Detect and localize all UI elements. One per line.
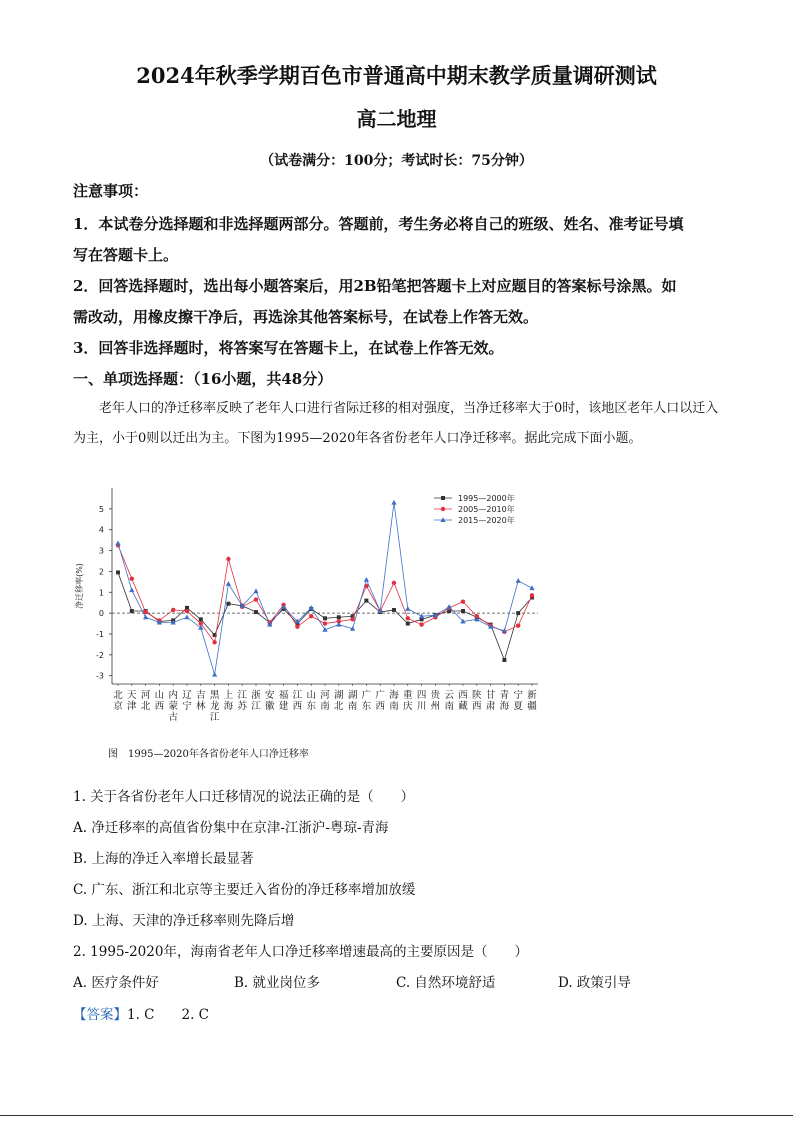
data-point [226,581,231,586]
x-tick-label: 宁夏 [513,690,523,712]
data-point [461,599,465,603]
data-point [130,577,134,581]
data-point [391,500,396,505]
notice-heading: 注意事项： [73,182,149,200]
data-point [253,588,258,593]
x-tick-label: 内蒙古 [168,690,178,723]
data-point [130,609,134,613]
data-point [406,616,410,620]
x-tick-label: 江苏 [237,690,247,712]
data-point [406,622,410,626]
data-point [502,658,506,662]
y-tick-label: 1 [98,588,104,598]
chart-caption: 图 1995—2020年各省份老年人口净迁移率 [108,749,309,760]
notice-item-1b: 写在答题卡上。 [73,246,179,264]
data-point [392,581,396,585]
data-point [212,672,217,677]
answer-line [73,1003,209,1023]
subject-title: 高二地理 [356,107,437,131]
x-tick-label: 河北 [140,690,151,712]
legend-label: 2015—2020年 [458,516,515,525]
x-tick-label: 贵州 [430,690,441,712]
x-tick-label: 云南 [444,690,454,712]
notice-item-2a: 2．回答选择题时，选出每小题答案后，用2B铅笔把答题卡上对应题目的答案标号涂黑。如 [73,277,677,295]
data-point [516,611,520,615]
x-tick-label: 陕西 [472,690,482,712]
data-point [419,622,423,626]
series-line-1 [118,572,532,660]
question-1-option-a[interactable]: A. 净迁移率的高值省份集中在京津-江浙沪-粤琼-青海 [73,820,389,836]
data-point [405,606,410,611]
legend-marker [440,517,445,522]
x-tick-label: 吉林 [196,690,206,712]
data-point [392,608,396,612]
x-tick-label: 河南 [320,690,330,712]
y-tick-label: 5 [98,504,104,514]
data-point [171,608,175,612]
x-tick-label: 黑龙江 [209,690,220,723]
data-point [309,614,313,618]
exam-info: （试卷满分：100分；考试时长：75分钟） [260,153,533,169]
page-bottom-rule [0,1115,793,1116]
x-tick-label: 海南 [389,690,399,712]
data-point [295,624,299,628]
x-tick-label: 重庆 [403,690,413,712]
x-tick-label: 甘肃 [485,690,496,712]
data-point [254,597,258,601]
x-tick-label: 湖北 [334,690,344,712]
question-1-option-c[interactable]: C. 广东、浙江和北京等主要迁入省份的净迁移率增加放缓 [73,882,416,898]
data-point [226,557,230,561]
x-tick-label: 天津 [127,690,137,712]
data-point [254,610,258,614]
data-point [364,599,368,603]
data-point [350,617,354,621]
x-tick-label: 四川 [416,690,427,712]
data-point [364,577,369,582]
question-2-option-a[interactable]: A. 医疗条件好 [73,975,159,991]
data-point [184,614,189,619]
legend-marker [441,496,445,500]
x-tick-label: 浙江 [251,690,261,712]
question-1-option-d[interactable]: D. 上海、天津的净迁移率则先降后增 [73,913,295,929]
data-point [323,616,327,620]
question-1-option-b[interactable]: B. 上海的净迁入率增长最显著 [73,851,254,867]
y-tick-label: -2 [96,650,104,660]
legend-label: 2005—2010年 [458,505,515,514]
question-1-stem: 1. 关于各省份老年人口迁移情况的说法正确的是（ ） [73,789,415,805]
net-migration-chart [70,480,550,740]
series-line-3 [118,503,532,675]
notice-item-3: 3．回答非选择题时，将答案写在答题卡上，在试卷上作答无效。 [73,339,504,357]
notice-item-2b: 需改动，用橡皮擦干净后，再选涂其他答案标号，在试卷上作答无效。 [73,308,539,326]
data-point [116,570,120,574]
y-tick-label: 4 [98,525,104,535]
legend-label: 1995—2000年 [458,494,515,503]
data-point [226,602,230,606]
x-tick-label: 西藏 [458,690,468,712]
y-tick-label: 3 [98,546,104,556]
x-tick-label: 江西 [292,690,303,712]
data-point [516,623,520,627]
x-tick-label: 山西 [154,690,165,712]
intro-paragraph: 老年人口的净迁移率反映了老年人口进行省际迁移的相对强度，当净迁移率大于0时，该地区老年人口以迁入为主，小于0则以迁出为主。下图为1995—2020年各省份老年人口净迁移率。据此完成下面小题。 [73,401,719,446]
data-point [143,614,148,619]
x-tick-label: 广东 [361,690,372,712]
x-tick-label: 安徽 [265,690,275,712]
notice-item-1a: 1．本试卷分选择题和非选择题两部分。答题前，考生务必将自己的班级、姓名、准考证号填 [73,215,684,233]
x-tick-label: 山东 [306,690,316,712]
y-axis-label: 净迁移率(%) [75,563,84,609]
x-tick-label: 湖南 [347,690,358,712]
question-2-option-d[interactable]: D. 政策引导 [558,975,631,991]
y-tick-label: 2 [98,567,104,577]
data-point [516,578,521,583]
question-2-stem: 2. 1995-2020年，海南省老年人口净迁移率增速最高的主要原因是（ ） [73,944,528,960]
exam-title: 2024年秋季学期百色市普通高中期末教学质量调研测试 [136,63,657,88]
legend-marker [441,507,445,511]
x-tick-label: 福建 [278,690,289,712]
data-point [447,604,452,609]
section-heading: 一、单项选择题：（16小题，共48分） [73,370,333,388]
data-point [199,617,203,621]
x-tick-label: 广西 [375,690,385,712]
y-tick-label: -1 [96,629,104,639]
x-tick-label: 新疆 [527,690,537,712]
data-point [337,615,341,619]
data-point [529,585,534,590]
x-tick-label: 北京 [113,690,123,712]
x-tick-label: 青海 [499,690,510,712]
y-tick-label: 0 [98,609,104,619]
data-point [461,609,465,613]
y-tick-label: -3 [96,671,104,681]
question-2-option-b[interactable]: B. 就业岗位多 [234,975,321,991]
data-point [212,640,216,644]
question-2-option-c[interactable]: C. 自然环境舒适 [396,975,496,991]
data-point [115,540,120,545]
data-point [129,587,134,592]
data-point [185,609,189,613]
x-tick-label: 辽宁 [182,690,192,712]
answer-tag: 【答案】 [73,1007,127,1023]
x-tick-label: 上海 [223,690,234,712]
data-point [323,621,327,625]
data-point [530,593,534,597]
answer-text: 1. C 2. C [127,1007,210,1023]
